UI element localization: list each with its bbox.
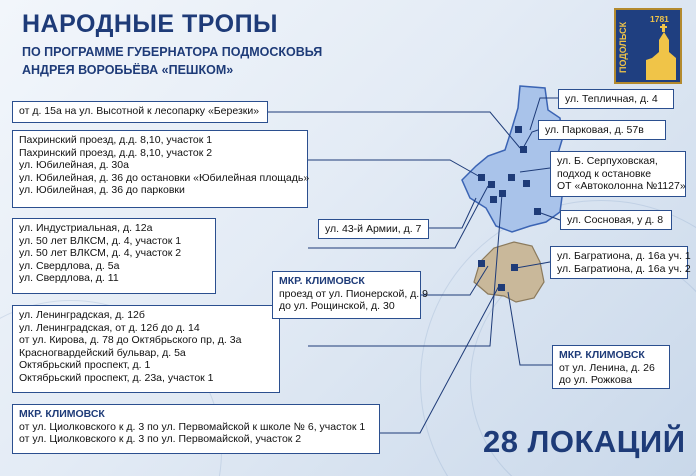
location-marker xyxy=(498,284,505,291)
location-count: 28 ЛОКАЦИЙ xyxy=(483,424,686,459)
location-address: Октябрьский проспект, д. 23а, участок 1 xyxy=(19,371,214,384)
location-marker xyxy=(478,260,485,267)
location-address: Пахринский проезд, д.д. 8,10, участок 1 xyxy=(19,134,213,146)
location-address: проезд от ул. Пионерской, д. 9 xyxy=(279,287,428,300)
location-box xyxy=(12,305,280,393)
location-address: Октябрьский проспект, д. 1 xyxy=(19,359,151,372)
location-box xyxy=(538,120,666,140)
location-box xyxy=(318,219,429,239)
location-address: от д. 15а на ул. Высотной к лесопарку «Березки» xyxy=(19,105,260,117)
location-address: ул. 50 лет ВЛКСМ, д. 4, участок 1 xyxy=(19,234,182,247)
emblem-year: 1781 xyxy=(650,14,669,24)
location-address: ул. Свердлова, д. 11 xyxy=(19,272,119,285)
location-address: Красногвардейский бульвар, д. 5а xyxy=(19,346,186,359)
location-marker xyxy=(515,126,522,133)
location-marker xyxy=(511,264,518,271)
location-marker xyxy=(534,208,541,215)
location-address: ул. Багратиона, д. 16а уч. 1 xyxy=(557,250,691,262)
location-box xyxy=(552,345,670,389)
location-address: ул. Багратиона, д. 16а уч. 2 xyxy=(557,262,691,275)
location-address: ул. Б. Серпуховская, xyxy=(557,155,658,167)
location-district: МКР. КЛИМОВСК xyxy=(19,408,105,420)
location-address: от ул. Ленина, д. 26 xyxy=(559,361,655,374)
location-address: ул. 50 лет ВЛКСМ, д. 4, участок 2 xyxy=(19,247,182,260)
location-box xyxy=(550,246,691,279)
location-address: до ул. Рощинской, д. 30 xyxy=(279,300,395,313)
location-address: ул. Ленинградская, д. 12б xyxy=(19,309,145,321)
location-address: ул. 43-й Армии, д. 7 xyxy=(325,223,422,235)
location-address: ОТ «Автоколонна №1127» xyxy=(557,180,686,193)
location-district: МКР. КЛИМОВСК xyxy=(279,275,365,287)
location-box xyxy=(12,404,380,454)
location-address: ул. Ленинградская, от д. 12б до д. 14 xyxy=(19,321,200,334)
location-box xyxy=(560,210,672,230)
location-address: от ул. Циолковского к д. 3 по ул. Первомайской, участок 2 xyxy=(19,433,302,446)
location-address: подход к остановке xyxy=(557,167,652,180)
location-marker xyxy=(508,174,515,181)
podolsk-city-area xyxy=(462,86,564,232)
location-address: ул. Сосновая, у д. 8 xyxy=(567,214,664,226)
location-box xyxy=(550,151,686,197)
location-address: до ул. Рожкова xyxy=(559,374,633,387)
location-box xyxy=(12,101,268,123)
location-marker xyxy=(520,146,527,153)
location-box xyxy=(272,271,428,319)
location-address: ул. Свердлова, д. 5а xyxy=(19,259,120,272)
location-marker xyxy=(478,174,485,181)
location-marker xyxy=(488,181,495,188)
location-marker xyxy=(499,190,506,197)
location-box xyxy=(12,130,308,208)
page-subtitle: АНДРЕЯ ВОРОБЬЁВА «ПЕШКОМ» xyxy=(22,63,234,77)
location-district: МКР. КЛИМОВСК xyxy=(559,349,645,361)
location-box xyxy=(558,89,674,109)
location-address: от ул. Циолковского к д. 3 по ул. Первомайской к школе № 6, участок 1 xyxy=(19,420,366,433)
location-address: ул. Тепличная, д. 4 xyxy=(565,93,658,105)
location-address: ул. Индустриальная, д. 12а xyxy=(19,222,153,234)
location-address: ул. Парковая, д. 57в xyxy=(545,124,644,136)
location-marker xyxy=(523,180,530,187)
page-subtitle: ПО ПРОГРАММЕ ГУБЕРНАТОРА ПОДМОСКОВЬЯ xyxy=(22,45,323,59)
location-marker xyxy=(490,196,497,203)
location-address: ул. Юбилейная, д. 36 до парковки xyxy=(19,184,185,197)
location-address: от ул. Кирова, д. 78 до Октябрьского пр, д. 3а xyxy=(19,334,242,347)
location-address: Пахринский проезд, д.д. 8,10, участок 2 xyxy=(19,146,213,159)
emblem-city-name: ПОДОЛЬСК xyxy=(618,21,628,73)
location-address: ул. Юбилейная, д. 30а xyxy=(19,159,129,172)
page-title: НАРОДНЫЕ ТРОПЫ xyxy=(22,10,279,38)
location-address: ул. Юбилейная, д. 36 до остановки «Юбилейная площадь» xyxy=(19,171,310,184)
location-box xyxy=(12,218,216,294)
